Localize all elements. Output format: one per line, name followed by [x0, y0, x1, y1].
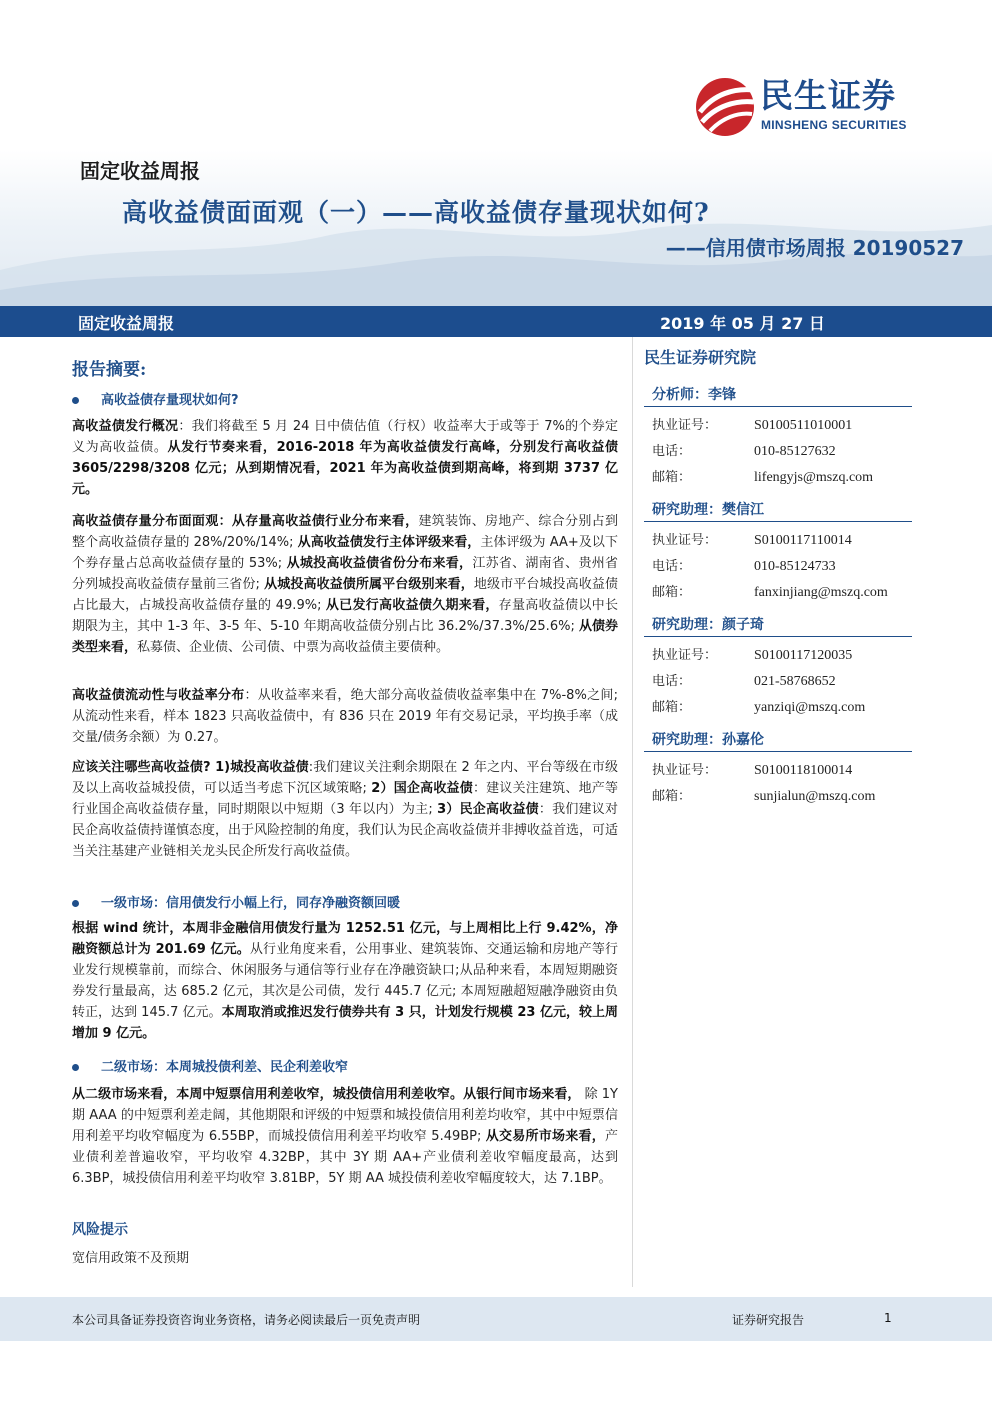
report-date: 2019 年 05 月 27 日 [660, 314, 825, 333]
license-row: 执业证号： S0100117120035 [652, 648, 853, 663]
paragraph-secondary-market: 从二级市场来看，本周中短票信用利差收窄，城投债信用利差收窄。从银行间市场来看， 除 1Y 期 AAA 的中短票利差走阔，其他期限和评级的中短票和城投债信用利差均收窄，其中中短票信用利差平均收窄幅度为 6.55BP，而城投债信用利差平均收窄 5.49BP; 从交易所市场来看，产业债利差普遍收窄，平均收窄 4.32BP，其中 3Y 期 AA+产业债利差收窄幅度最高，达到 6.3BP，城投债信用利差平均收窄 3.81BP，5Y 期 AA 城投债利差收窄幅度较大，达 7.1BP。 [72, 1087, 618, 1186]
brand-name-en: MINSHENG SECURITIES [761, 118, 907, 132]
paragraph-stock-distribution: 高收益债存量分布面面观：从存量高收益债行业分布来看，建筑装饰、房地产、综合分别占到整个高收益债存量的 28%/20%/14%; 从高收益债发行主体评级来看，主体评级为 AA+及以下个券存量占总高收益债存量的 53%; 从城投高收益债省份分布来看，江苏省、湖南省、贵州省分列城投高收益债存量前三省份; 从城投高收益债所属平台级别来看，地级市平台城投高收益债占比最大，占城投高收益债存量的 49.9%; 从已发行高收益债久期来看，存量高收益债以中长期限为主，其中 1-3 年、3-5 年、5-10 年期高收益债分别占比 36.2%/37.3%/25.6%; 从债券类型来看，私募债、企业债、公司债、中票为高收益债主要债种。 [72, 514, 618, 655]
risk-heading: 风险提示 [72, 1222, 128, 1238]
paragraph-liquidity-yield: 高收益债流动性与收益率分布：从收益率来看，绝大部分高收益债收益率集中在 7%-8%之间; 从流动性来看，样本 1823 只高收益债中，有 836 只在 2019 年有交易记录，平均换手率（成交量/债务余额）为 0.27。 [72, 688, 618, 745]
analyst-name: 研究助理：孙嘉伦 [644, 727, 912, 752]
abstract-heading: 报告摘要: [72, 360, 147, 380]
analyst-card [644, 612, 924, 721]
minsheng-logo-icon [694, 76, 758, 138]
page-footer [0, 1297, 992, 1341]
paragraph-which-bonds: 应该关注哪些高收益债? 1)城投高收益债:我们建议关注剩余期限在 2 年之内、平台等级在市级及以上高收益城投债，可以适当考虑下沉区域策略; 2）国企高收益债：建议关注建筑、地产等行业国企高收益债存量，同时期限以中短期（3 年以内）为主; 3）民企高收益债：我们建议对民企高收益债持谨慎态度，出于风险控制的角度，我们认为民企高收益债并非搏收益首选，可适当关注基建产业链相关龙头民企所发行高收益债。 [72, 760, 619, 859]
research-team-panel [644, 345, 924, 816]
analyst-name: 研究助理：颜子琦 [644, 612, 912, 637]
title-bar [0, 306, 992, 337]
bullet-heading-3: 二级市场：本周城投债利差、民企利差收窄 [72, 1056, 348, 1075]
page-number: 1 [884, 1311, 892, 1325]
bullet-icon [72, 900, 79, 907]
analyst-card [644, 727, 924, 810]
column-divider [632, 337, 633, 1287]
license-row: 执业证号： S0100118100014 [652, 763, 853, 778]
footer-disclaimer: 本公司具备证券投资咨询业务资格，请务必阅读最后一页免责声明 [72, 1313, 421, 1327]
bullet-icon [72, 1064, 79, 1071]
report-subtitle: ——信用债市场周报 20190527 [665, 236, 964, 260]
paragraph-primary-market: 根据 wind 统计，本周非金融信用债发行量为 1252.51 亿元，与上周相比上行 9.42%，净融资额总计为 201.69 亿元。从行业角度来看，公用事业、建筑装饰、交通运输和房地产等行业发行规模靠前，而综合、休闲服务与通信等行业存在净融资缺口;从品种来看，本周短期融资券发行量最高，达 685.2 亿元，其次是公司债，发行 445.7 亿元; 本周短融超短融净融资由负转正，达到 145.7 亿元。本周取消或推迟发行债券共有 3 只，计划发行规模 23 亿元，较上周增加 9 亿元。 [72, 921, 619, 1041]
bullet-icon [72, 397, 79, 404]
email-row: 邮箱： yanziqi@mszq.com [652, 700, 866, 715]
phone-row: 电话： 010-85124733 [652, 559, 836, 574]
analyst-name: 研究助理：樊信江 [644, 497, 912, 522]
license-row: 执业证号： S0100117110014 [652, 533, 852, 548]
report-title: 高收益债面面观（一）——高收益债存量现状如何? [122, 198, 710, 227]
brand-logo [694, 76, 924, 138]
analyst-card [644, 382, 924, 491]
paragraph-issuance-overview: 高收益债发行概况：我们将截至 5 月 24 日中债估值（行权）收益率大于或等于 7%的个券定义为高收益债。从发行节奏来看，2016-2018 年为高收益债发行高峰，分别发行高收益债 3605/2298/3208 亿元；从到期情况看，2021 年为高收益债到期高峰，将到期 3737 亿元。 [72, 419, 618, 497]
risk-text: 宽信用政策不及预期 [72, 1251, 190, 1266]
bullet-heading-1: 高收益债存量现状如何? [72, 389, 239, 408]
email-row: 邮箱： lifengyjs@mszq.com [652, 470, 874, 485]
title-bar-label: 固定收益周报 [78, 314, 175, 333]
document-type: 固定收益周报 [80, 159, 200, 183]
analyst-name: 分析师：李锋 [644, 382, 912, 407]
phone-row: 电话： 010-85127632 [652, 444, 836, 459]
footer-label: 证券研究报告 [732, 1313, 805, 1327]
brand-name-cn: 民生证券 [760, 76, 896, 115]
license-row: 执业证号： S0100511010001 [652, 418, 853, 433]
phone-row: 电话： 021-58768652 [652, 674, 836, 689]
research-institute: 民生证券研究院 [644, 348, 757, 367]
analyst-card [644, 497, 924, 606]
email-row: 邮箱： fanxinjiang@mszq.com [652, 585, 888, 600]
email-row: 邮箱： sunjialun@mszq.com [652, 789, 876, 804]
bullet-heading-2: 一级市场：信用债发行小幅上行，同存净融资额回暖 [72, 892, 400, 911]
